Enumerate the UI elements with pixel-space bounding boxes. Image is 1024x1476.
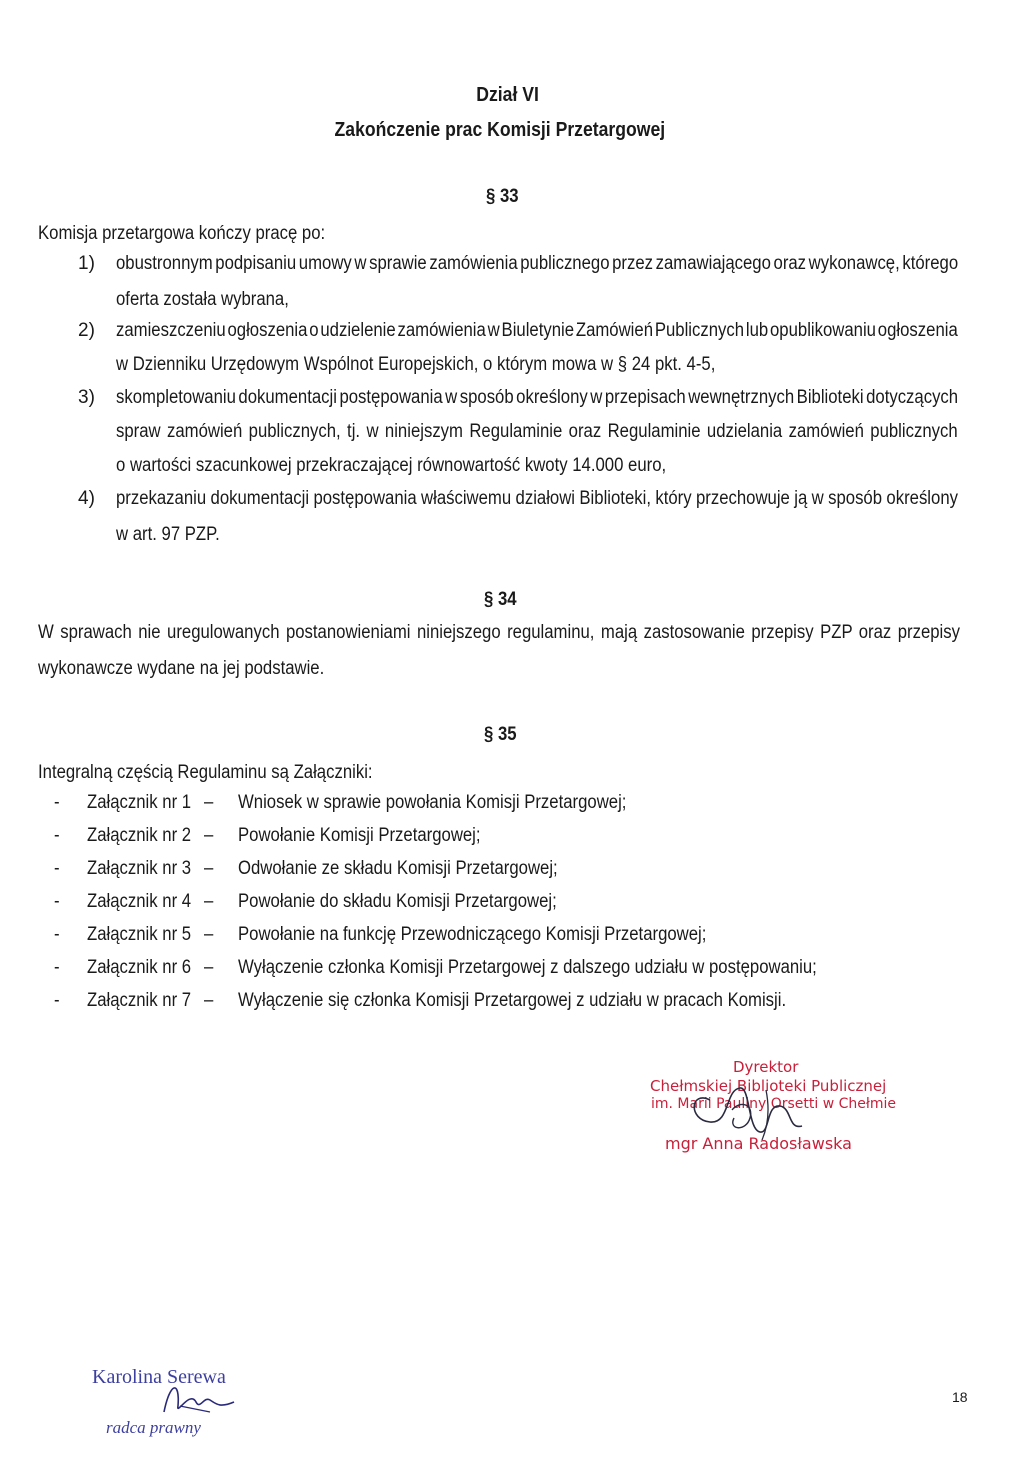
annex-label: Załącznik nr 2 xyxy=(87,825,192,846)
section-33-mark: § 33 xyxy=(486,186,519,207)
annex-description: Powołanie na funkcję Przewodniczącego Komisji Przetargowej; xyxy=(238,924,707,945)
list-item-number: 4) xyxy=(78,488,95,509)
list-item-line: zamieszczeniu ogłoszenia o udzielenie zamówienia w Biuletynie Zamówień Publicznych lub opublikowaniu ogłoszenia xyxy=(116,320,958,341)
annex-bullet: - xyxy=(54,858,60,879)
annex-bullet: - xyxy=(54,891,60,912)
annex-description: Powołanie do składu Komisji Przetargowej; xyxy=(238,891,557,912)
list-item-line: spraw zamówień publicznych, tj. w niniejszym Regulaminie oraz Regulaminie udzielania zamówień publicznych xyxy=(116,421,958,442)
section-35-mark: § 35 xyxy=(484,724,517,745)
annex-label: Załącznik nr 7 xyxy=(87,990,192,1011)
director-signature xyxy=(670,1060,820,1150)
annex-description: Odwołanie ze składu Komisji Przetargowej; xyxy=(238,858,558,879)
annex-bullet: - xyxy=(54,957,60,978)
section-34-mark: § 34 xyxy=(484,589,517,610)
list-item-line: w Dzienniku Urzędowym Wspólnot Europejskich, o którym mowa w § 24 pkt. 4-5, xyxy=(116,354,716,375)
annex-label: Załącznik nr 6 xyxy=(87,957,192,978)
annex-separator: – xyxy=(204,825,214,846)
annex-separator: – xyxy=(204,990,214,1011)
list-item-line: oferta została wybrana, xyxy=(116,289,289,310)
list-item-number: 2) xyxy=(78,320,95,341)
legal-advisor-name: Karolina Serewa xyxy=(92,1366,226,1388)
annex-separator: – xyxy=(204,924,214,945)
list-item-number: 3) xyxy=(78,387,95,408)
section-35-intro: Integralną częścią Regulaminu są Załączniki: xyxy=(38,762,373,783)
legal-advisor-role: radca prawny xyxy=(106,1418,201,1437)
annex-separator: – xyxy=(204,792,214,813)
annex-label: Załącznik nr 1 xyxy=(87,792,192,813)
paragraph-line: W sprawach nie uregulowanych postanowieniami niniejszego regulaminu, mają zastosowanie przepisy PZP oraz przepisy xyxy=(38,622,961,643)
legal-advisor-signature xyxy=(150,1372,240,1422)
annex-separator: – xyxy=(204,858,214,879)
page-number: 18 xyxy=(952,1389,968,1405)
paragraph-line: wykonawcze wydane na jej podstawie. xyxy=(38,658,325,679)
annex-label: Załącznik nr 3 xyxy=(87,858,192,879)
annex-bullet: - xyxy=(54,924,60,945)
annex-description: Wyłączenie członka Komisji Przetargowej z dalszego udziału w postępowaniu; xyxy=(238,957,817,978)
annex-bullet: - xyxy=(54,990,60,1011)
annex-separator: – xyxy=(204,957,214,978)
list-item-line: o wartości szacunkowej przekraczającej równowartość kwoty 14.000 euro, xyxy=(116,455,667,476)
annex-bullet: - xyxy=(54,792,60,813)
stamp-line: Dyrektor xyxy=(733,1058,799,1076)
annex-label: Załącznik nr 4 xyxy=(87,891,192,912)
list-item-line: skompletowaniu dokumentacji postępowania w sposób określony w przepisach wewnętrznych Biblioteki dotyczących xyxy=(116,387,959,408)
annex-bullet: - xyxy=(54,825,60,846)
annex-separator: – xyxy=(204,891,214,912)
division-title: Zakończenie prac Komisji Przetargowej xyxy=(334,119,666,141)
stamp-line: im. Marii Pauliny Orsetti w Chełmie xyxy=(651,1096,897,1112)
annex-description: Powołanie Komisji Przetargowej; xyxy=(238,825,481,846)
stamp-line: mgr Anna Radosławska xyxy=(665,1134,852,1153)
list-item-line: w art. 97 PZP. xyxy=(116,524,220,545)
stamp-line: Chełmskiej Biblioteki Publicznej xyxy=(650,1077,887,1095)
list-item-line: obustronnym podpisaniu umowy w sprawie zamówienia publicznego przez zamawiającego oraz wykonawcę, którego xyxy=(116,253,959,274)
list-item-number: 1) xyxy=(78,253,95,274)
annex-description: Wyłączenie się członka Komisji Przetargowej z udziału w pracach Komisji. xyxy=(238,990,787,1011)
annex-label: Załącznik nr 5 xyxy=(87,924,192,945)
section-33-intro: Komisja przetargowa kończy pracę po: xyxy=(38,223,326,244)
annex-description: Wniosek w sprawie powołania Komisji Przetargowej; xyxy=(238,792,627,813)
division-heading: Dział VI xyxy=(476,84,540,106)
list-item-line: przekazaniu dokumentacji postępowania właściwemu działowi Biblioteki, który przechowuje ją w sposób określony xyxy=(116,488,958,509)
